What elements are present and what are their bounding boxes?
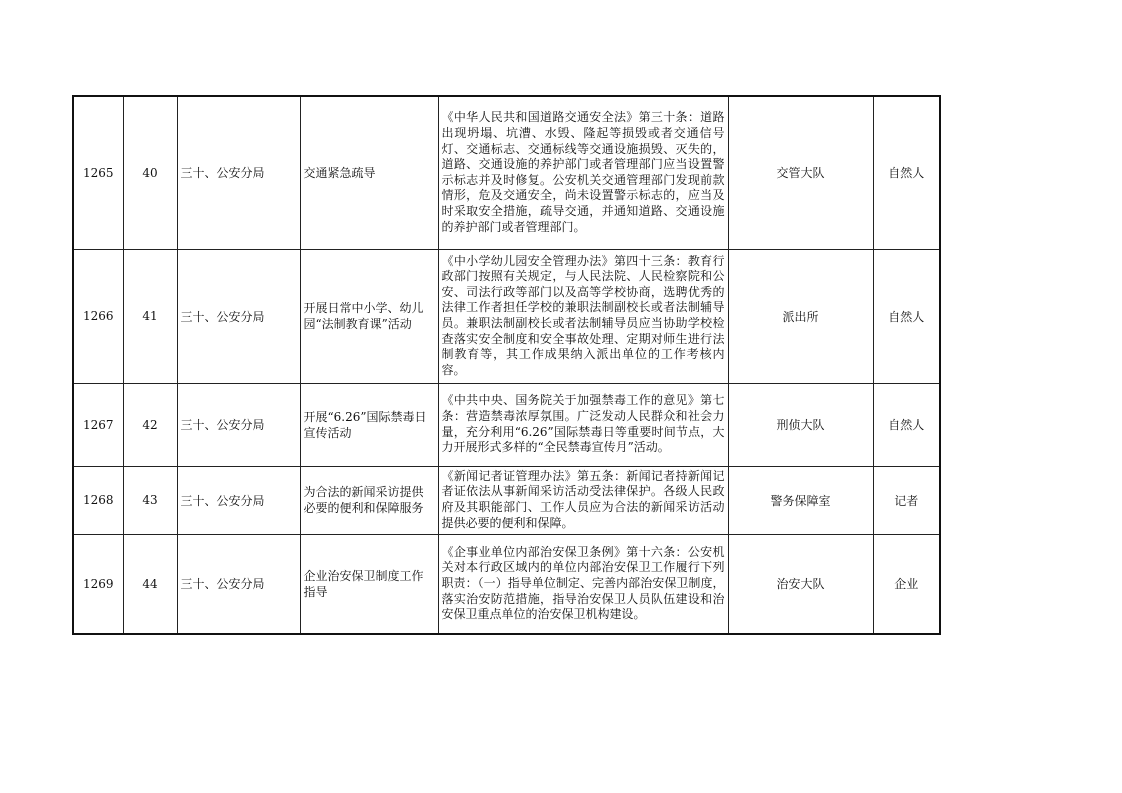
row-subseq-cell: 40 [123, 96, 177, 249]
table-row [73, 249, 940, 383]
row-target-cell: 企业 [873, 534, 940, 634]
row-subseq-cell: 44 [123, 534, 177, 634]
row-subseq-cell: 42 [123, 383, 177, 466]
row-item-cell: 企业治安保卫制度工作指导 [300, 534, 438, 634]
row-target-cell: 自然人 [873, 96, 940, 249]
table-row [73, 96, 940, 249]
row-department-cell: 三十、公安分局 [177, 383, 300, 466]
service-list-table [72, 95, 941, 635]
table-row [73, 534, 940, 634]
row-item-cell: 开展“6.26”国际禁毒日宣传活动 [300, 383, 438, 466]
row-target-cell: 自然人 [873, 249, 940, 383]
row-department-cell: 三十、公安分局 [177, 466, 300, 534]
row-item-cell: 为合法的新闻采访提供必要的便利和保障服务 [300, 466, 438, 534]
row-target-cell: 记者 [873, 466, 940, 534]
row-seq-cell: 1266 [73, 249, 123, 383]
row-basis-cell: 《中共中央、国务院关于加强禁毒工作的意见》第七条：营造禁毒浓厚氛围。广泛发动人民群众和社会力量，充分利用“6.26”国际禁毒日等重要时间节点，大力开展形式多样的“全民禁毒宣传月”活动。 [438, 383, 728, 466]
row-unit-cell: 治安大队 [728, 534, 873, 634]
row-seq-cell: 1268 [73, 466, 123, 534]
row-basis-cell: 《新闻记者证管理办法》第五条：新闻记者持新闻记者证依法从事新闻采访活动受法律保护。各级人民政府及其职能部门、工作人员应为合法的新闻采访活动提供必要的便利和保障。 [438, 466, 728, 534]
row-department-cell: 三十、公安分局 [177, 249, 300, 383]
row-subseq-cell: 41 [123, 249, 177, 383]
row-subseq-cell: 43 [123, 466, 177, 534]
row-item-cell: 交通紧急疏导 [300, 96, 438, 249]
row-unit-cell: 警务保障室 [728, 466, 873, 534]
row-unit-cell: 交管大队 [728, 96, 873, 249]
row-department-cell: 三十、公安分局 [177, 96, 300, 249]
row-seq-cell: 1267 [73, 383, 123, 466]
row-unit-cell: 派出所 [728, 249, 873, 383]
table-row [73, 466, 940, 534]
row-seq-cell: 1269 [73, 534, 123, 634]
table-row [73, 383, 940, 466]
row-item-cell: 开展日常中小学、幼儿园“法制教育课”活动 [300, 249, 438, 383]
row-basis-cell: 《中华人民共和国道路交通安全法》第三十条：道路出现坍塌、坑漕、水毁、隆起等损毁或者交通信号灯、交通标志、交通标线等交通设施损毁、灭失的，道路、交通设施的养护部门或者管理部门应当设置警示标志并及时修复。公安机关交通管理部门发现前款情形，危及交通安全，尚未设置警示标志的，应当及时采取安全措施，疏导交通，并通知道路、交通设施的养护部门或者管理部门。 [438, 96, 728, 249]
row-basis-cell: 《企事业单位内部治安保卫条例》第十六条：公安机关对本行政区域内的单位内部治安保卫工作履行下列职责：（一）指导单位制定、完善内部治安保卫制度，落实治安防范措施，指导治安保卫人员队伍建设和治安保卫重点单位的治安保卫机构建设。 [438, 534, 728, 634]
row-seq-cell: 1265 [73, 96, 123, 249]
row-target-cell: 自然人 [873, 383, 940, 466]
row-unit-cell: 刑侦大队 [728, 383, 873, 466]
row-basis-cell: 《中小学幼儿园安全管理办法》第四十三条：教育行政部门按照有关规定，与人民法院、人民检察院和公安、司法行政等部门以及高等学校协商，选聘优秀的法律工作者担任学校的兼职法制副校长或者法制辅导员。兼职法制副校长或者法制辅导员应当协助学校检查落实安全制度和安全事故处理、定期对师生进行法制教育等，其工作成果纳入派出单位的工作考核内容。 [438, 249, 728, 383]
row-department-cell: 三十、公安分局 [177, 534, 300, 634]
